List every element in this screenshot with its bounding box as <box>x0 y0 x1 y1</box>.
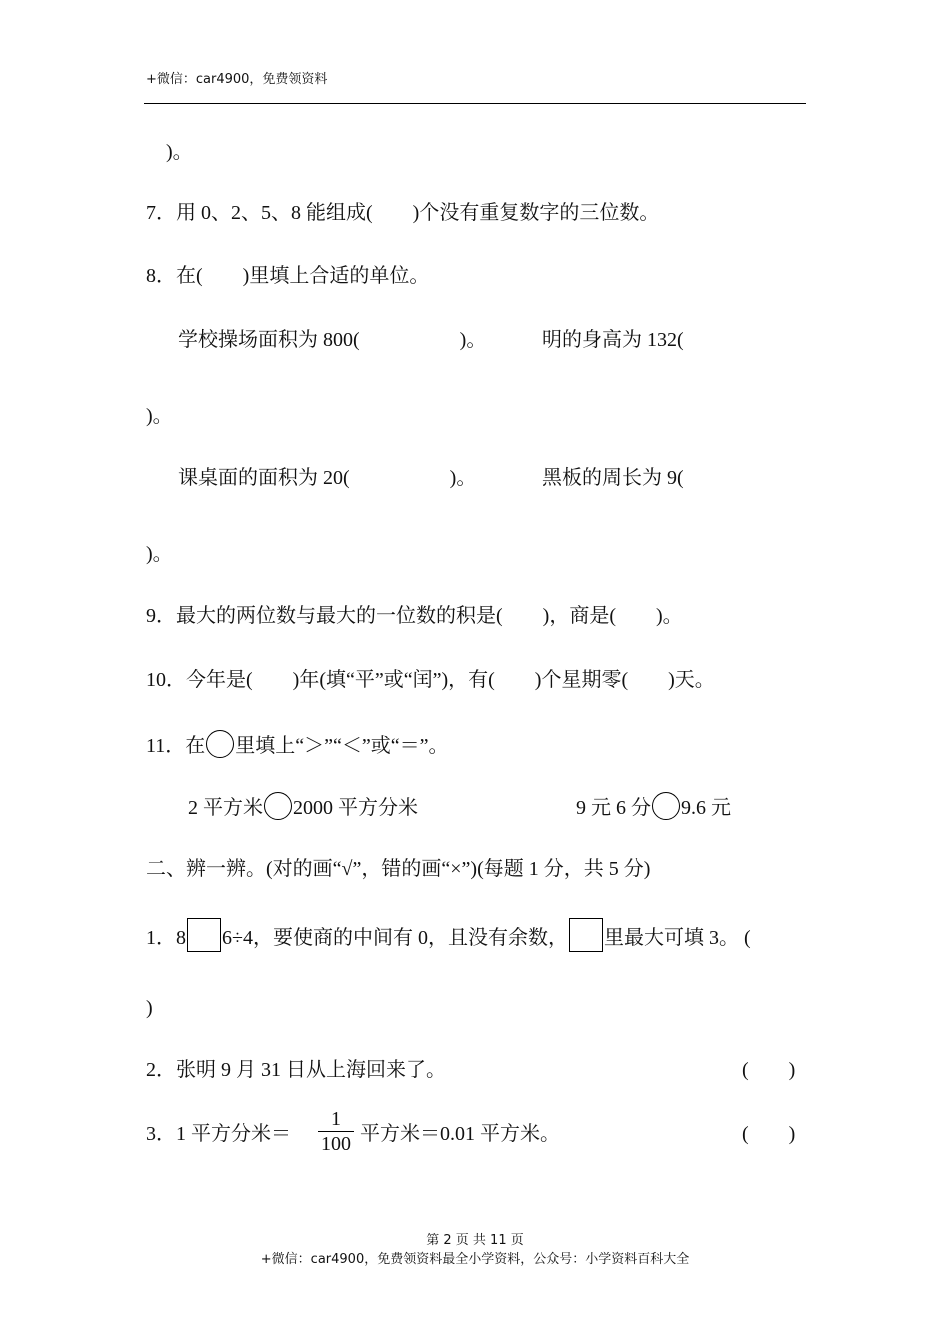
continuation-line: )。 <box>166 141 193 163</box>
header-divider <box>144 103 806 104</box>
judgment-1-part-c: 里最大可填 3。 ( <box>603 927 751 949</box>
question-11 <box>146 730 449 758</box>
fraction-1-100 <box>318 1108 354 1155</box>
question-11b-right: 9.6 元 <box>681 797 731 819</box>
judgment-2: 2．张明 9 月 31 日从上海回来了。 <box>146 1059 446 1081</box>
question-11-suffix: 里填上“＞”“＜”或“＝”。 <box>235 735 449 757</box>
question-10: 10．今年是( )年(填“平”或“闰”)，有( )个星期零( )天。 <box>146 669 715 691</box>
fraction-bar <box>318 1131 354 1132</box>
judgment-1-end: ) <box>146 997 153 1019</box>
header-text: +微信：car4900，免费领资料 <box>146 72 328 87</box>
question-8b-end: )。 <box>146 405 173 427</box>
judgment-1 <box>146 918 751 952</box>
question-8a: 学校操场面积为 800( )。 <box>178 329 487 351</box>
answer-circle-11a[interactable] <box>264 792 292 820</box>
page-number: 第 2 页 共 11 页 <box>426 1233 524 1248</box>
judgment-3-right: 平方米＝0.01 平方米。 <box>360 1123 560 1145</box>
question-11a <box>188 792 418 820</box>
digit-box-reference <box>569 918 603 952</box>
comparison-circle <box>206 730 234 758</box>
fraction-numerator: 1 <box>331 1108 341 1130</box>
question-8c: 课桌面的面积为 20( )。 <box>178 467 477 489</box>
question-8b: 明的身高为 132( <box>542 329 684 351</box>
question-11b <box>576 792 731 820</box>
question-9: 9．最大的两位数与最大的一位数的积是( )，商是( )。 <box>146 605 683 627</box>
answer-circle-11b[interactable] <box>652 792 680 820</box>
question-11a-left: 2 平方米 <box>188 797 263 819</box>
judgment-1-part-a: 1．8 <box>146 927 186 949</box>
judgment-1-part-b: 6÷4，要使商的中间有 0，且没有余数， <box>222 927 568 949</box>
footer-note: +微信：car4900，免费领资料最全小学资料，公众号：小学资料百科大全 <box>260 1252 690 1267</box>
question-11a-right: 2000 平方分米 <box>293 797 418 819</box>
judgment-3-answer[interactable]: ( ) <box>742 1123 796 1145</box>
fraction-denominator: 100 <box>321 1133 351 1155</box>
judgment-3-left: 3．1 平方分米＝ <box>146 1123 291 1145</box>
question-11-prefix: 11．在 <box>146 735 206 757</box>
section-2-heading: 二、辨一辨。(对的画“√”，错的画“×”)(每题 1 分，共 5 分) <box>146 858 651 880</box>
question-7: 7．用 0、2、5、8 能组成( )个没有重复数字的三位数。 <box>146 202 660 224</box>
question-8: 8．在( )里填上合适的单位。 <box>146 265 430 287</box>
question-8d-end: )。 <box>146 543 173 565</box>
judgment-2-answer[interactable]: ( ) <box>742 1059 796 1081</box>
question-11b-left: 9 元 6 分 <box>576 797 651 819</box>
digit-box[interactable] <box>187 918 221 952</box>
question-8d: 黑板的周长为 9( <box>542 467 684 489</box>
